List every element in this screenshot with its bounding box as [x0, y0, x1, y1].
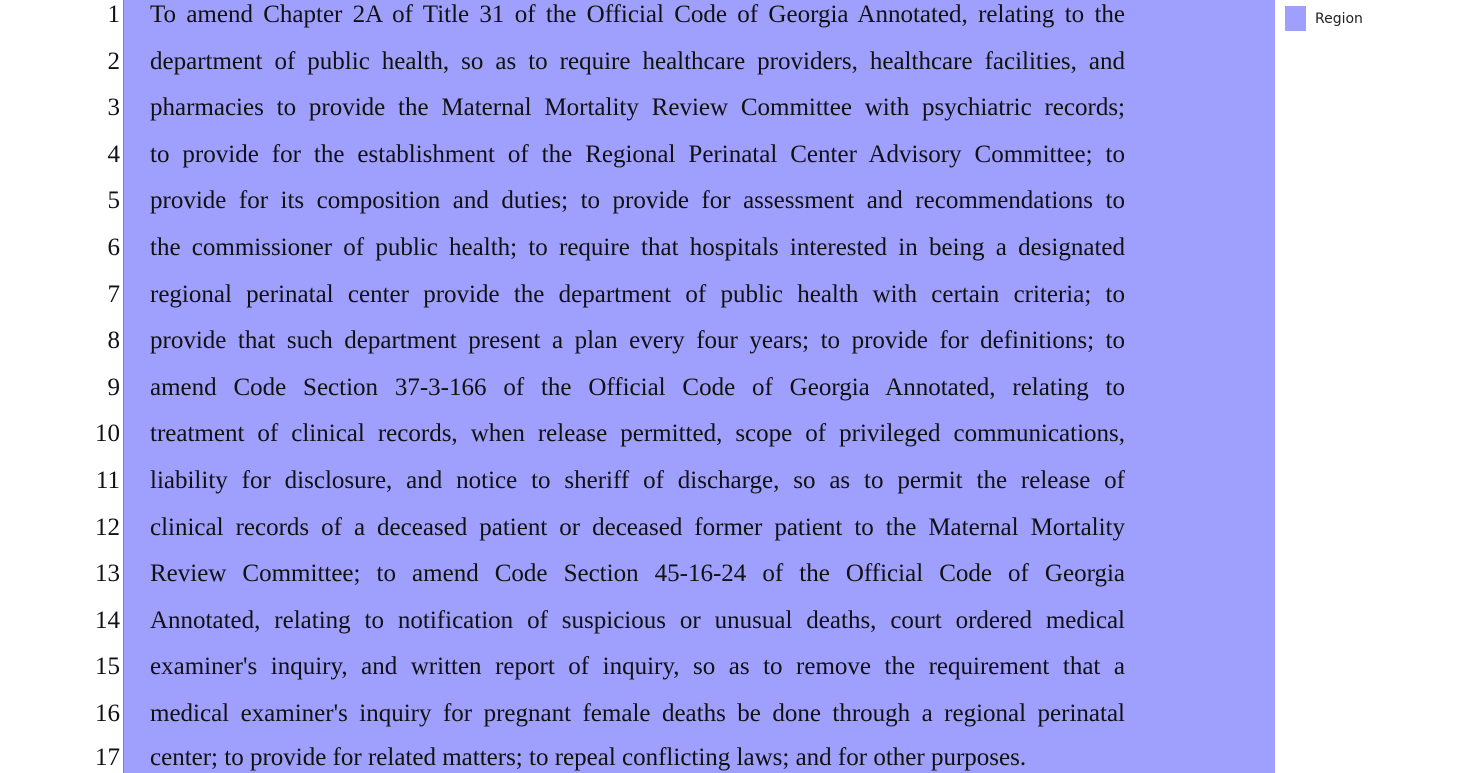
text-line: Annotated, relating to notification of suspicious or unusual deaths, court ordered medical — [150, 606, 1125, 634]
line-number: 16 — [95, 700, 120, 727]
line-number: 10 — [95, 420, 120, 448]
text-line: the commissioner of public health; to require that hospitals interested in being a designated — [150, 234, 1125, 261]
text-line: center; to provide for related matters; to repeal conflicting laws; and for other purposes. — [150, 744, 1027, 771]
text-line: medical examiner's inquiry for pregnant female deaths be done through a regional perinatal — [150, 700, 1125, 727]
text-line: treatment of clinical records, when release permitted, scope of privileged communications, — [150, 420, 1125, 448]
line-number: 5 — [107, 187, 120, 215]
text-line: regional perinatal center provide the department of public health with certain criteria; to — [150, 280, 1125, 308]
line-number: 14 — [95, 606, 120, 634]
text-line: to provide for the establishment of the Regional Perinatal Center Advisory Committee; to — [150, 140, 1125, 168]
legend-label: Region — [1315, 10, 1363, 27]
line-number: 13 — [95, 560, 120, 588]
line-number: 11 — [95, 467, 120, 494]
line-number: 1 — [107, 1, 120, 28]
text-line: liability for disclosure, and notice to sheriff of discharge, so as to permit the release of — [150, 467, 1125, 494]
text-line: To amend Chapter 2A of Title 31 of the Official Code of Georgia Annotated, relating to the — [150, 1, 1125, 28]
line-number: 15 — [95, 653, 120, 681]
text-line: provide that such department present a plan every four years; to provide for definitions; to — [150, 327, 1125, 355]
line-number: 7 — [107, 280, 120, 308]
text-line: provide for its composition and duties; to provide for assessment and recommendations to — [150, 187, 1125, 215]
line-number: 9 — [107, 373, 120, 401]
line-number: 12 — [95, 513, 120, 541]
line-number: 4 — [107, 140, 120, 168]
line-number: 17 — [95, 744, 120, 771]
legend — [1285, 6, 1363, 31]
text-line: examiner's inquiry, and written report of inquiry, so as to remove the requirement that a — [150, 653, 1125, 681]
line-number: 6 — [107, 234, 120, 261]
text-line: clinical records of a deceased patient or deceased former patient to the Maternal Mortality — [150, 513, 1125, 541]
line-number: 2 — [107, 47, 120, 75]
text-line: Review Committee; to amend Code Section 45-16-24 of the Official Code of Georgia — [150, 560, 1125, 588]
line-number: 8 — [107, 327, 120, 355]
text-line: amend Code Section 37-3-166 of the Official Code of Georgia Annotated, relating to — [150, 373, 1125, 401]
text-line: pharmacies to provide the Maternal Mortality Review Committee with psychiatric records; — [150, 94, 1125, 122]
text-line: department of public health, so as to require healthcare providers, healthcare facilities, and — [150, 47, 1125, 75]
line-number: 3 — [107, 94, 120, 122]
region-legend-swatch — [1285, 6, 1306, 31]
